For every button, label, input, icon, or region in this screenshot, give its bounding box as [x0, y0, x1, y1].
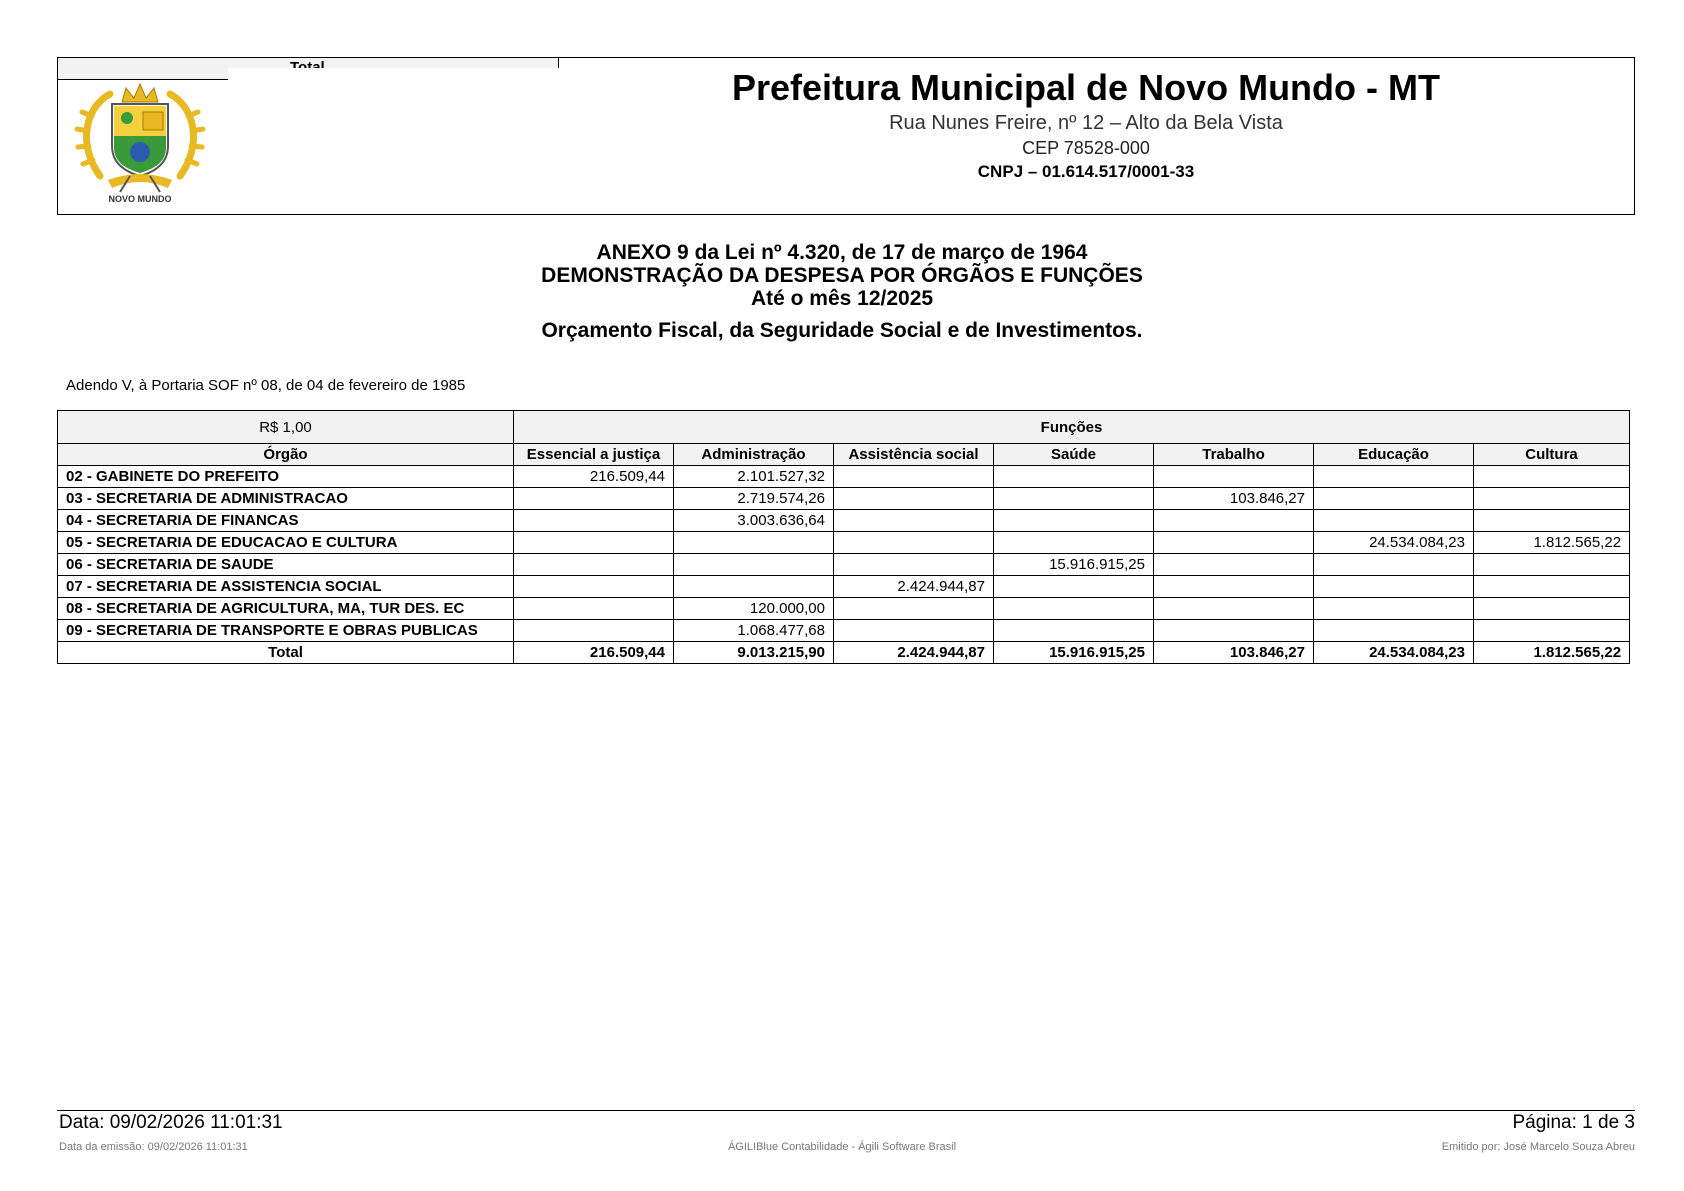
issued-by: Emitido por: José Marcelo Souza Abreu [1441, 1141, 1635, 1153]
value-cell [1314, 466, 1474, 488]
column-header: Essencial a justiça [514, 444, 674, 466]
letterhead-text [578, 66, 1594, 184]
value-cell [834, 510, 994, 532]
municipality-name: Prefeitura Municipal de Novo Mundo - MT [731, 67, 1440, 108]
column-header: Administração [674, 444, 834, 466]
value-cell [1314, 598, 1474, 620]
table-row [58, 554, 1630, 576]
value-cell [514, 532, 674, 554]
report-subtitle: Orçamento Fiscal, da Seguridade Social e de Investimentos. [541, 319, 1143, 342]
value-cell: 216.509,44 [514, 466, 674, 488]
value-cell [514, 598, 674, 620]
footer-divider [57, 1110, 1635, 1111]
org-name-cell: 02 - GABINETE DO PREFEITO [58, 466, 514, 488]
letterhead [57, 57, 1635, 215]
table-row [58, 488, 1630, 510]
value-cell: 24.534.084,23 [1314, 532, 1474, 554]
value-cell [1474, 510, 1630, 532]
value-cell: 1.068.477,68 [674, 620, 834, 642]
value-cell [994, 466, 1154, 488]
table-body [58, 466, 1630, 664]
value-cell [1474, 620, 1630, 642]
value-cell [1154, 466, 1314, 488]
value-cell [674, 576, 834, 598]
table-row [58, 576, 1630, 598]
value-cell [1314, 620, 1474, 642]
report-titles [0, 241, 1684, 343]
value-cell: 2.101.527,32 [674, 466, 834, 488]
value-cell: 2.424.944,87 [834, 576, 994, 598]
column-header: Trabalho [1154, 444, 1314, 466]
report-title-line2: DEMONSTRAÇÃO DA DESPESA POR ÓRGÃOS E FUNÇÕES [541, 264, 1143, 287]
expense-table [57, 410, 1630, 664]
value-cell [994, 532, 1154, 554]
postal-code: CEP 78528-000 [1022, 138, 1150, 158]
emission-date: Data da emissão: 09/02/2026 11:01:31 [59, 1141, 248, 1153]
report-title-line3: Até o mês 12/2025 [750, 287, 934, 310]
org-column-header: Órgão [58, 444, 514, 466]
value-cell [1154, 576, 1314, 598]
total-value-cell: 24.534.084,23 [1314, 642, 1474, 664]
value-cell [1474, 598, 1630, 620]
cnpj: CNPJ – 01.614.517/0001-33 [977, 162, 1195, 181]
table-row [58, 598, 1630, 620]
value-cell [1314, 554, 1474, 576]
total-value-cell: 9.013.215,90 [674, 642, 834, 664]
value-cell: 15.916.915,25 [994, 554, 1154, 576]
value-cell [514, 554, 674, 576]
value-cell [994, 576, 1154, 598]
address: Rua Nunes Freire, nº 12 – Alto da Bela Vista [889, 112, 1283, 134]
value-cell [834, 532, 994, 554]
value-cell [674, 532, 834, 554]
value-cell: 120.000,00 [674, 598, 834, 620]
org-name-cell: 09 - SECRETARIA DE TRANSPORTE E OBRAS PUBLICAS [58, 620, 514, 642]
value-cell [674, 554, 834, 576]
value-cell [514, 576, 674, 598]
value-cell [1474, 466, 1630, 488]
functions-group-header: Funções [514, 411, 1630, 444]
value-cell [834, 554, 994, 576]
coat-of-arms-logo [70, 76, 210, 206]
value-cell [834, 466, 994, 488]
value-cell [834, 488, 994, 510]
header-mask [228, 68, 568, 82]
value-cell [1314, 488, 1474, 510]
value-cell: 2.719.574,26 [674, 488, 834, 510]
footer-date: Data: 09/02/2026 11:01:31 [59, 1112, 283, 1133]
column-header: Cultura [1474, 444, 1630, 466]
column-header: Assistência social [834, 444, 994, 466]
value-cell [1314, 510, 1474, 532]
org-name-cell: 04 - SECRETARIA DE FINANCAS [58, 510, 514, 532]
table-row [58, 510, 1630, 532]
table-row [58, 466, 1630, 488]
value-cell [834, 598, 994, 620]
value-cell: 3.003.636,64 [674, 510, 834, 532]
total-value-cell: 2.424.944,87 [834, 642, 994, 664]
total-value-cell: 15.916.915,25 [994, 642, 1154, 664]
table-row [58, 532, 1630, 554]
logo-wordmark: NOVO MUNDO [108, 194, 172, 204]
legal-reference: Adendo V, à Portaria SOF nº 08, de 04 de fevereiro de 1985 [66, 377, 466, 394]
value-cell [1474, 488, 1630, 510]
value-cell [1154, 554, 1314, 576]
value-cell [514, 510, 674, 532]
unit-header: R$ 1,00 [58, 411, 514, 444]
value-cell [1154, 532, 1314, 554]
org-name-cell: 06 - SECRETARIA DE SAUDE [58, 554, 514, 576]
total-label-cell: Total [58, 642, 514, 664]
value-cell [1474, 576, 1630, 598]
column-header: Educação [1314, 444, 1474, 466]
value-cell [1154, 510, 1314, 532]
org-name-cell: 07 - SECRETARIA DE ASSISTENCIA SOCIAL [58, 576, 514, 598]
value-cell [514, 488, 674, 510]
table-row [58, 620, 1630, 642]
value-cell [1154, 620, 1314, 642]
org-name-cell: 05 - SECRETARIA DE EDUCACAO E CULTURA [58, 532, 514, 554]
software-credit: ÁGILIBlue Contabilidade - Ágili Software Brasil [727, 1141, 957, 1153]
report-title-line1: ANEXO 9 da Lei nº 4.320, de 17 de março de 1964 [596, 241, 1088, 264]
org-name-cell: 08 - SECRETARIA DE AGRICULTURA, MA, TUR DES. EC [58, 598, 514, 620]
value-cell [1314, 576, 1474, 598]
value-cell: 103.846,27 [1154, 488, 1314, 510]
value-cell [994, 510, 1154, 532]
total-value-cell: 216.509,44 [514, 642, 674, 664]
value-cell [1474, 554, 1630, 576]
column-header: Saúde [994, 444, 1154, 466]
total-row [58, 642, 1630, 664]
org-name-cell: 03 - SECRETARIA DE ADMINISTRACAO [58, 488, 514, 510]
value-cell [1154, 598, 1314, 620]
value-cell [994, 488, 1154, 510]
value-cell [994, 598, 1154, 620]
value-cell: 1.812.565,22 [1474, 532, 1630, 554]
page-number: Página: 1 de 3 [1512, 1112, 1635, 1133]
total-value-cell: 103.846,27 [1154, 642, 1314, 664]
value-cell [834, 620, 994, 642]
column-header-row [58, 444, 1630, 466]
value-cell [994, 620, 1154, 642]
total-value-cell: 1.812.565,22 [1474, 642, 1630, 664]
value-cell [514, 620, 674, 642]
